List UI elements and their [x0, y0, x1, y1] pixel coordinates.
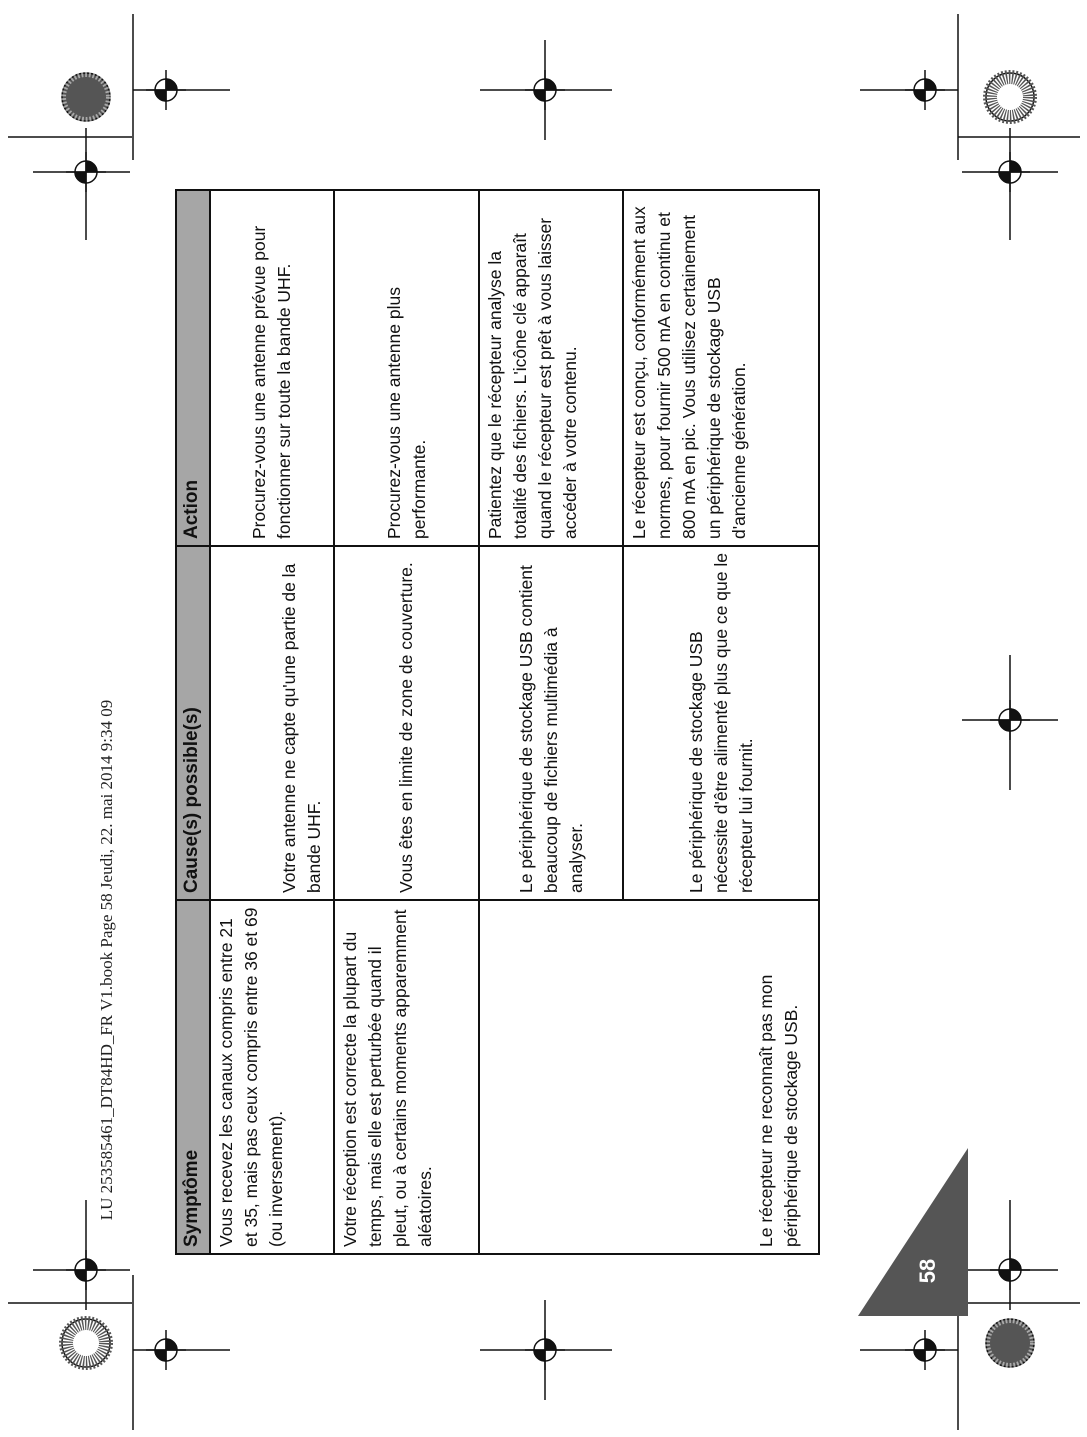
page-number-tab: [858, 1148, 970, 1316]
table-header-row: [176, 190, 210, 1254]
symptom-cell: Vous recevez les canaux compris entre 21 et 35, mais pas ceux compris entre 36 et 69 (ou inversement).: [210, 900, 334, 1254]
action-cell: Patientez que le récepteur analyse la totalité des fichiers. L'icône clé apparaît quand le récepteur est prêt à vous laisser accéder à votre contenu.: [479, 190, 623, 546]
page-number-text: 58: [915, 1258, 940, 1284]
table-row: [210, 190, 334, 1254]
column-header-action: Action: [176, 190, 210, 546]
table-row: [334, 190, 479, 1254]
cause-cell: Votre antenne ne capte qu'une partie de la bande UHF.: [210, 546, 334, 900]
cause-cell: Le périphérique de stockage USB nécessite d'être alimenté plus que ce que le récepteur lui fournit.: [623, 546, 819, 900]
cause-cell: Vous êtes en limite de zone de couverture.: [334, 546, 479, 900]
cause-cell: Le périphérique de stockage USB contient beaucoup de fichiers multimédia à analyser.: [479, 546, 623, 900]
troubleshooting-table-container: [175, 191, 816, 1255]
file-header-text: LU 253585461_DT84HD_FR V1.book Page 58 Jeudi, 22. mai 2014 9:34 09: [97, 699, 116, 1221]
action-cell: Le récepteur est conçu, conformément aux normes, pour fournir 500 mA en continu et 800 mA en pic. Vous utilisez certainement un périphérique de stockage USB d'ancienne génération.: [623, 190, 819, 546]
table-row: [479, 190, 623, 1254]
column-header-symptom: Symptôme: [176, 900, 210, 1254]
action-cell: Procurez-vous une antenne plus performante.: [334, 190, 479, 546]
troubleshooting-table: [175, 189, 820, 1255]
symptom-cell: Votre réception est correcte la plupart du temps, mais elle est perturbée quand il pleut, ou à certains moments apparemment aléatoires.: [334, 900, 479, 1254]
action-cell: Procurez-vous une antenne prévue pour fonctionner sur toute la bande UHF.: [210, 190, 334, 546]
column-header-cause: Cause(s) possible(s): [176, 546, 210, 900]
symptom-cell: Le récepteur ne reconnaît pas mon périphérique de stockage USB.: [479, 900, 819, 1254]
